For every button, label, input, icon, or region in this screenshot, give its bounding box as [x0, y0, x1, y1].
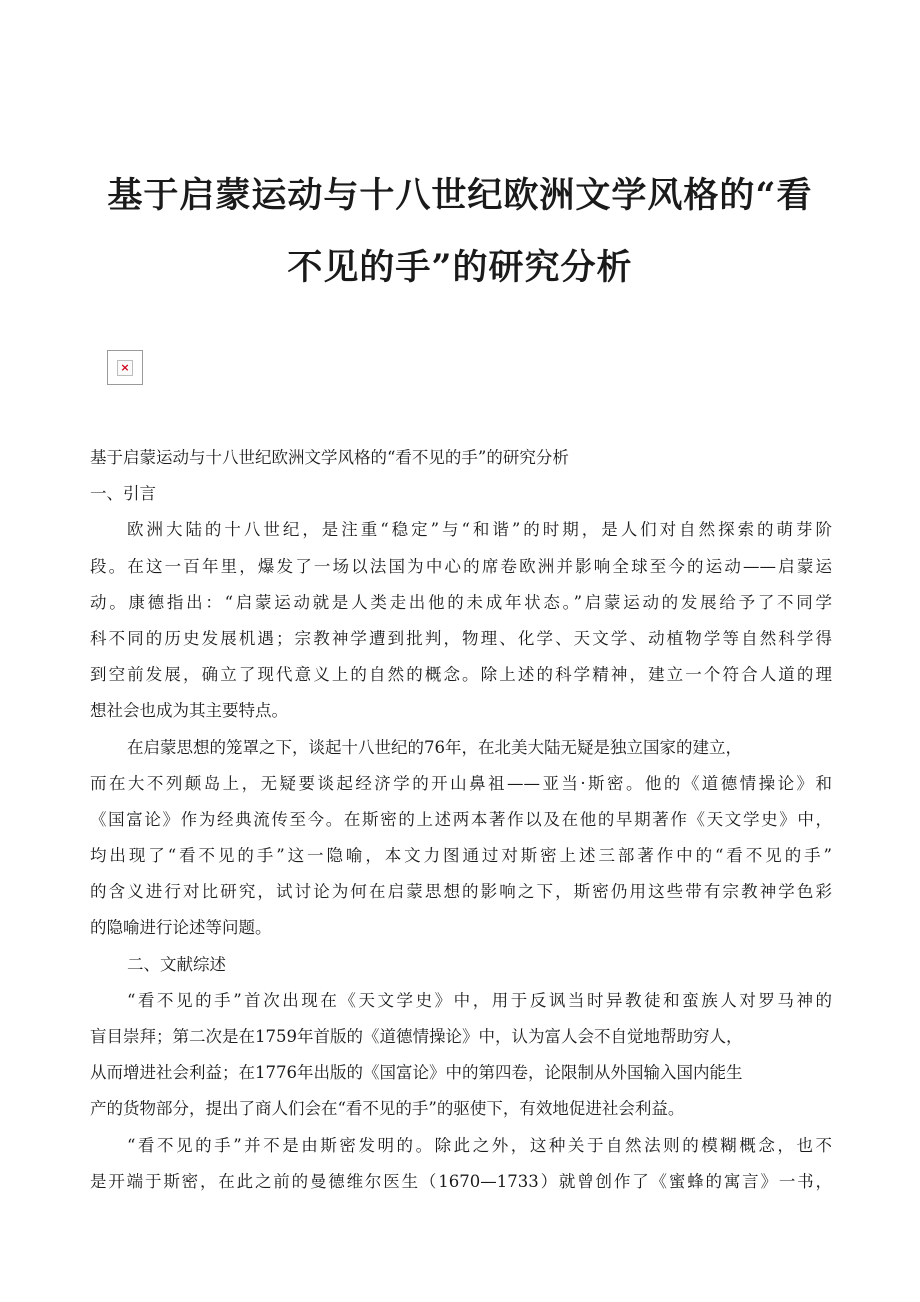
paragraph-line: 的含义进行对比研究，试讨论为何在启蒙思想的影响之下，斯密仍用这些带有宗教神学色彩 [90, 882, 832, 902]
title-line-1: 基于启蒙运动与十八世纪欧洲文学风格的“看 [107, 175, 813, 216]
subtitle-line: 基于启蒙运动与十八世纪欧洲文学风格的“看不见的手”的研究分析 [90, 448, 569, 467]
paragraph-line: 产的货物部分，提出了商人们会在“看不见的手”的驱使下，有效地促进社会利益。 [90, 1099, 685, 1119]
paragraph-line: 科不同的历史发展机遇；宗教神学遭到批判，物理、化学、天文学、动植物学等自然科学得 [90, 628, 832, 648]
paragraph-line: 欧洲大陆的十八世纪，是注重“稳定”与“和谐”的时期，是人们对自然探索的萌芽阶 [127, 520, 832, 540]
document-body [90, 440, 832, 1200]
paragraph-line: 盲目崇拜；第二次是在1759年首版的《道德情操论》中，认为富人会不自觉地帮助穷人， [90, 1027, 743, 1046]
paragraph-line: 想社会也成为其主要特点。 [90, 701, 288, 721]
paragraph-line: 而在大不列颠岛上，无疑要谈起经济学的开山鼻祖——亚当·斯密。他的《道德情操论》和 [90, 773, 832, 793]
image-placeholder [107, 350, 143, 385]
paragraph-line: “看不见的手”首次出现在《天文学史》中，用于反讽当时异教徒和蛮族人对罗马神的 [127, 990, 832, 1010]
paragraph-line: 段。在这一百年里，爆发了一场以法国为中心的席卷欧洲并影响全球至今的运动——启蒙运 [90, 556, 832, 576]
paragraph-line: “看不见的手”并不是由斯密发明的。除此之外，这种关于自然法则的模糊概念，也不 [127, 1135, 832, 1155]
paragraph-line: 的隐喻进行论述等问题。 [90, 918, 272, 938]
paragraph-line: 在启蒙思想的笼罩之下，谈起十八世纪的76年，在北美大陆无疑是独立国家的建立， [127, 737, 742, 757]
paragraph-line: 《国富论》作为经典流传至今。在斯密的上述两本著作以及在他的早期著作《天文学史》中， [90, 809, 832, 829]
document-title [60, 160, 860, 304]
paragraph-line: 均出现了“看不见的手”这一隐喻，本文力图通过对斯密上述三部著作中的“看不见的手” [90, 846, 832, 866]
paragraph-line: 是开端于斯密，在此之前的曼德维尔医生（1670—1733）就曾创作了《蜜蜂的寓言》一书， [90, 1171, 832, 1191]
broken-image-icon: × [117, 360, 133, 376]
section-heading-literature-review: 二、文献综述 [127, 954, 226, 974]
title-line-2: 不见的手”的研究分析 [287, 247, 633, 288]
paragraph-line: 动。康德指出：“启蒙运动就是人类走出他的未成年状态。”启蒙运动的发展给予了不同学 [90, 592, 832, 612]
paragraph-line: 到空前发展，确立了现代意义上的自然的概念。除上述的科学精神，建立一个符合人道的理 [90, 665, 832, 685]
section-heading-introduction: 一、引言 [90, 484, 156, 504]
paragraph-line: 从而增进社会利益；在1776年出版的《国富论》中的第四卷，论限制从外国输入国内能生 [90, 1063, 743, 1083]
